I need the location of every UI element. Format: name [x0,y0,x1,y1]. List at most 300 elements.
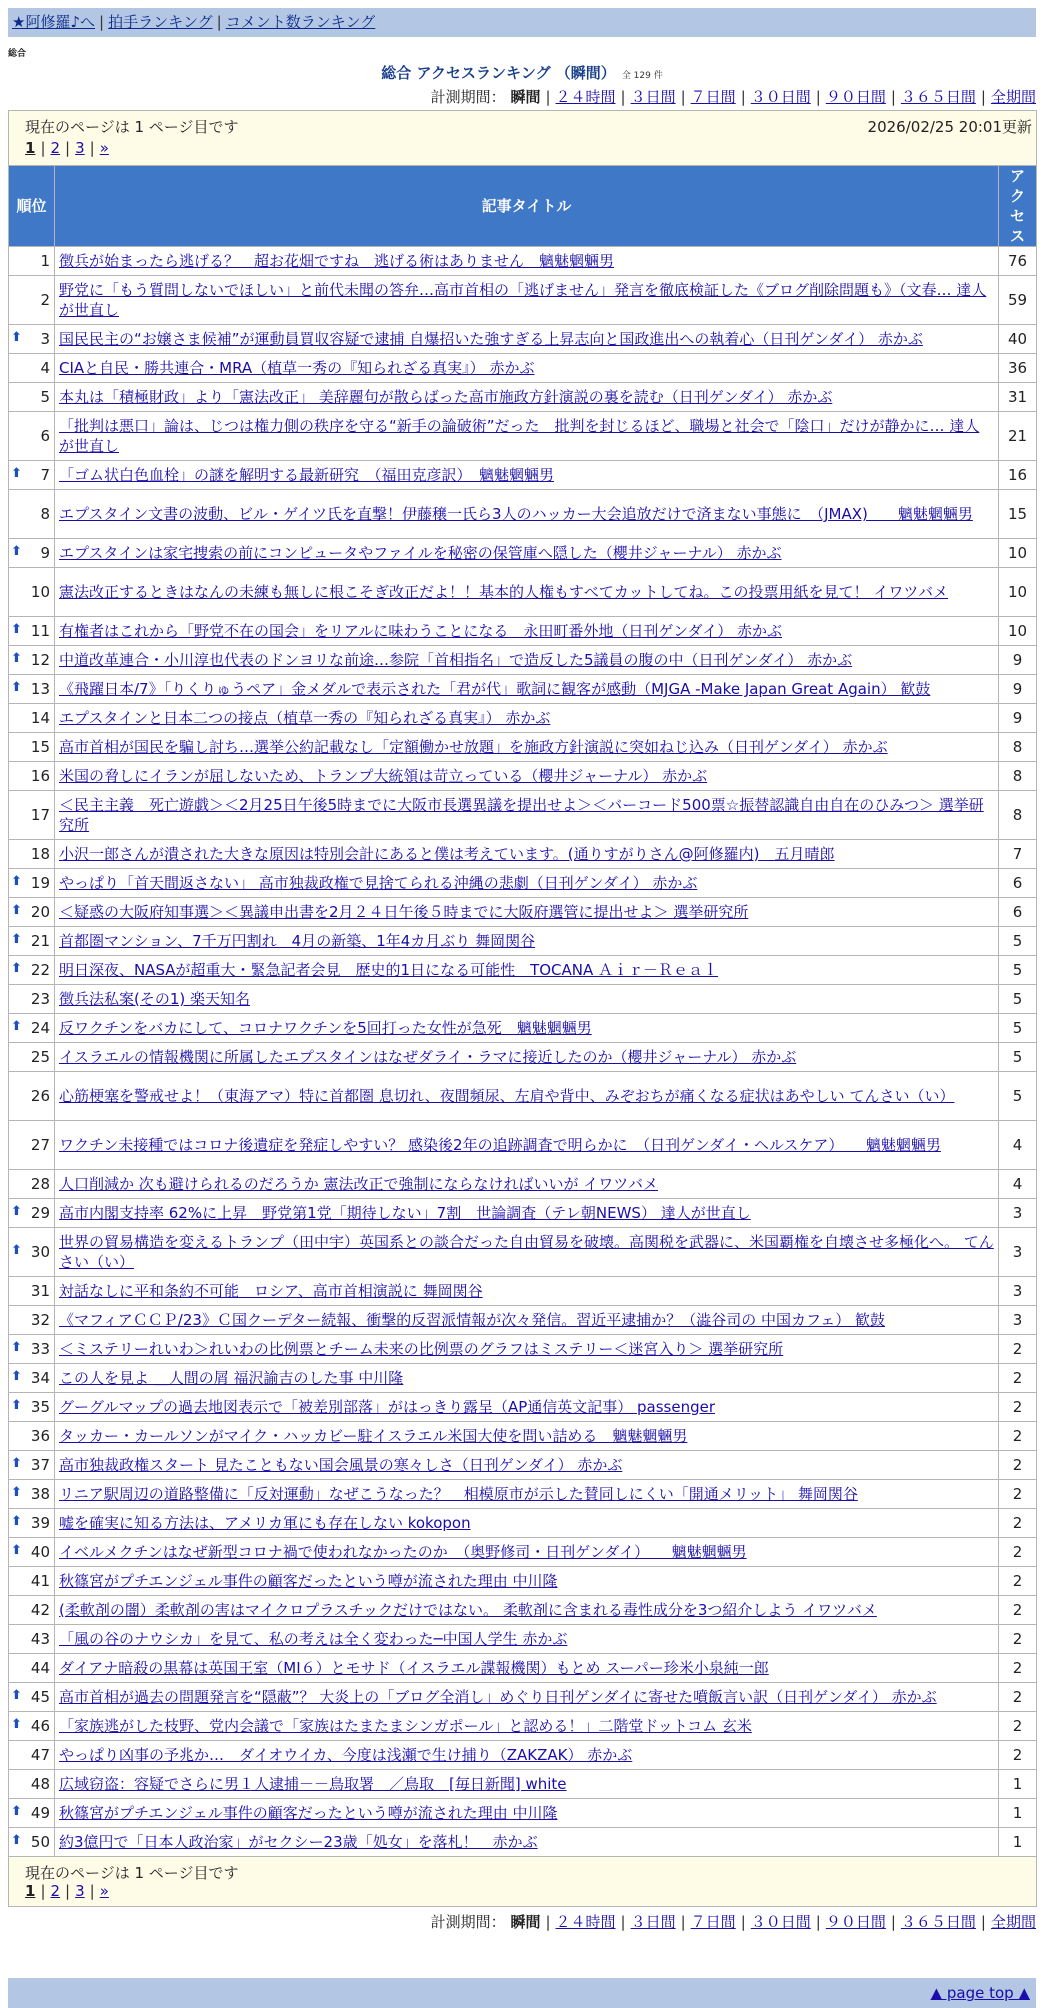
rank-up-arrow-icon: ⬆ [11,1833,22,1848]
rank-number: 27 [30,1136,50,1154]
table-row [9,1625,1037,1654]
title-cell [55,1480,999,1509]
rank-number: 24 [30,1019,50,1037]
page-info-box [9,111,1037,166]
article-link[interactable]: 「風の谷のナウシカ」を見て、私の考えは全く変わった─中国人学生 赤かぶ [59,1630,568,1648]
table-row [9,568,1037,617]
rank-cell [9,1228,55,1277]
rank-up-arrow-icon: ⬆ [11,874,22,889]
rank-number: 12 [30,651,50,669]
access-count: 5 [999,1072,1037,1121]
title-cell [55,1228,999,1277]
period-option[interactable]: 全期間 [990,88,1036,106]
article-link[interactable]: 「ゴム状白色血栓」の謎を解明する最新研究 （福田克彦訳） 魑魅魍魎男 [59,466,555,484]
rank-number: 13 [30,680,50,698]
rank-cell [9,1828,55,1857]
rank-number: 20 [30,903,50,921]
title-cell [55,762,999,791]
rank-cell [9,1072,55,1121]
access-count: 9 [999,675,1037,704]
table-row [9,762,1037,791]
rank-cell [9,927,55,956]
title-cell [55,1567,999,1596]
access-count: 1 [999,1828,1037,1857]
access-count: 16 [999,461,1037,490]
article-link[interactable]: 首都圏マンション、7千万円割れ 4月の新築、1年4カ月ぶり 舞岡関谷 [59,932,536,950]
article-link[interactable]: (柔軟剤の闇）柔軟剤の害はマイクロプラスチックだけではない。 柔軟剤に含まれる毒性成分を3つ紹介しよう イワツバメ [59,1601,877,1619]
article-link[interactable]: 高市首相が国民を騙し討ち…選挙公約記載なし「定額働かせ放題」を施政方針演説に突如ねじ込み（日刊ゲンダイ） 赤かぶ [59,738,888,756]
rank-number: 16 [30,767,50,785]
rank-up-arrow-icon: ⬆ [11,330,22,345]
table-row [9,247,1037,276]
rank-up-arrow-icon: ⬆ [11,1485,22,1500]
next-page-link[interactable]: » [99,139,109,157]
rank-number: 38 [30,1485,50,1503]
table-row [9,1043,1037,1072]
access-count: 6 [999,898,1037,927]
next-page-link[interactable]: » [99,1882,109,1900]
article-link[interactable]: ワクチン未接種ではコロナ後遺症を発症しやすい？ 感染後2年の追跡調査で明らかに （日刊ゲンダイ・ヘルスケア） 魑魅魍魎男 [59,1136,941,1154]
page-current: 1 [25,1882,36,1900]
period-selector-bottom: 計測期間： 瞬間 | ２４時間 | ３日間 | ７日間 | ３０日間 | ９０日間 | ３６５日間 | 全期間 [430,1913,1036,1931]
rank-number: 1 [40,252,50,270]
access-count: 2 [999,1596,1037,1625]
title-cell [55,1654,999,1683]
applause-ranking-link[interactable]: 拍手ランキング [108,13,213,31]
title-cell [55,354,999,383]
article-link[interactable]: 徴兵法私案(その1) 楽天知名 [59,990,251,1008]
table-row [9,985,1037,1014]
rank-cell [9,1451,55,1480]
period-option[interactable]: ３６５日間 [900,88,976,106]
table-row [9,383,1037,412]
title-cell [55,840,999,869]
title-cell [55,1121,999,1170]
title-cell [55,325,999,354]
title-cell [55,383,999,412]
page-link[interactable]: 3 [75,1882,85,1900]
rank-cell [9,791,55,840]
article-link[interactable]: 中道改革連合・小川淳也代表のドンヨリな前途…参院「首相指名」で造反した5議員の腹の中（日刊ゲンダイ） 赤かぶ [59,651,853,669]
title-cell [55,869,999,898]
table-row [9,1741,1037,1770]
rank-up-arrow-icon: ⬆ [11,544,22,559]
rank-number: 36 [30,1427,50,1445]
table-row [9,1828,1037,1857]
title-cell [55,539,999,568]
access-count: 2 [999,1683,1037,1712]
title-cell [55,704,999,733]
article-link[interactable]: エプスタイン文書の波動、ビル・ゲイツ氏を直撃！伊藤穣一氏ら3人のハッカー大会追放だけで済まない事態に （JMAX) 魑魅魍魎男 [59,505,973,523]
period-option[interactable]: ３０日間 [750,1913,811,1931]
table-row [9,276,1037,325]
article-link[interactable]: 憲法改正するときはなんの未練も無しに根こそぎ改正だよ！！基本的人権もすべてカットしてね。この投票用紙を見て！ イワツバメ [59,583,949,601]
article-link[interactable]: やっぱり凶事の予兆か… ダイオウイカ、今度は浅瀬で生け捕り（ZAKZAK） 赤かぶ [59,1746,633,1764]
access-count: 2 [999,1625,1037,1654]
rank-number: 14 [30,709,50,727]
rank-cell [9,1596,55,1625]
article-link[interactable]: 反ワクチンをバカにして、コロナワクチンを5回打った女性が急死 魑魅魍魎男 [59,1019,592,1037]
period-option[interactable]: 全期間 [990,1913,1036,1931]
table-row [9,412,1037,461]
table-row [9,927,1037,956]
ranking-rows [9,247,1037,1857]
article-link[interactable]: 約3億円で「日本人政治家」がセクシー23歳「処女」を落札！ 赤かぶ [59,1833,538,1851]
table-row [9,617,1037,646]
period-option[interactable]: ９０日間 [825,1913,886,1931]
article-link[interactable]: 《飛躍日本/7》「りくりゅうペア」金メダルで表示された「君が代」歌詞に観客が感動（MJGA -Make Japan Great Again） 歓鼓 [59,680,931,698]
title-cell [55,1014,999,1043]
rank-number: 6 [40,427,50,445]
period-option[interactable]: ３日間 [630,88,676,106]
rank-number: 26 [30,1087,50,1105]
pagination: 1 | 2 | 3 | » [25,139,109,157]
rank-number: 7 [40,466,50,484]
rank-number: 31 [30,1282,50,1300]
article-link[interactable]: ＜ミステリーれいわ＞れいわの比例票とチーム未来の比例票のグラフはミステリー＜迷宮入り＞ 選挙研究所 [59,1340,784,1358]
rank-cell [9,1121,55,1170]
article-link[interactable]: エプスタインは家宅捜索の前にコンピュータやファイルを秘密の保管庫へ隠した（櫻井ジャーナル） 赤かぶ [59,544,782,562]
period-option[interactable]: ７日間 [690,1913,736,1931]
current-page-text: 現在のページは 1 ページ目です [25,118,239,136]
article-link[interactable]: 「批判は悪口」論は、じつは権力側の秩序を守る“新手の論破術”だった 批判を封じるほど、職場と社会で「陰口」だけが静かに… 達人が世直し [59,417,980,455]
period-option[interactable]: ７日間 [690,88,736,106]
table-row [9,791,1037,840]
table-row [9,1277,1037,1306]
rank-cell [9,1480,55,1509]
rank-number: 33 [30,1340,50,1358]
article-link[interactable]: 高市内閣支持率 62%に上昇 野党第1党「期待しない」7割 世論調査（テレ朝NEWS） 達人が世直し [59,1204,751,1222]
rank-cell [9,1654,55,1683]
rank-up-arrow-icon: ⬆ [11,1804,22,1819]
title-cell [55,956,999,985]
rank-cell [9,1364,55,1393]
table-row [9,490,1037,539]
table-row [9,1480,1037,1509]
rank-cell [9,869,55,898]
bottom-bar [8,1978,1036,2008]
rank-cell [9,1306,55,1335]
table-row [9,1199,1037,1228]
table-row [9,1683,1037,1712]
article-link[interactable]: イスラエルの情報機関に所属したエプスタインはなぜダライ・ラマに接近したのか（櫻井ジャーナル） 赤かぶ [59,1048,797,1066]
access-count: 8 [999,762,1037,791]
access-count: 10 [999,539,1037,568]
pagination-bottom: 1 | 2 | 3 | » [25,1882,109,1900]
access-count: 1 [999,1770,1037,1799]
access-count: 2 [999,1451,1037,1480]
table-row [9,1422,1037,1451]
period-label: 計測期間： [430,88,506,106]
period-option[interactable]: ２４時間 [555,88,616,106]
table-row [9,733,1037,762]
title-cell [55,617,999,646]
rank-number: 45 [30,1688,50,1706]
rank-number: 8 [40,505,50,523]
table-row [9,1596,1037,1625]
page-link[interactable]: 2 [50,139,61,157]
rank-number: 41 [30,1572,50,1590]
page-info-box-bottom [9,1857,1037,1907]
current-page-text: 現在のページは 1 ページ目です [25,1864,239,1882]
access-count: 5 [999,956,1037,985]
rank-number: 15 [30,738,50,756]
article-link[interactable]: やっぱり「首天間返さない」 高市独裁政権で見捨てられる沖縄の悲劇（日刊ゲンダイ） 赤かぶ [59,874,698,892]
title-cell [55,1364,999,1393]
nav-separator: | [216,13,222,31]
table-row [9,1228,1037,1277]
title-cell [55,412,999,461]
article-link[interactable]: 国民民主の“お嬢さま候補”が運動員買収容疑で逮捕 自爆招いた強すぎる上昇志向と国政進出への執着心（日刊ゲンダイ） 赤かぶ [59,330,923,348]
title-cell [55,675,999,704]
page-top-link[interactable]: ▲ page top ▲ [930,1984,1030,2002]
title-cell [55,247,999,276]
rank-cell [9,762,55,791]
ranking-heading [0,62,1044,83]
table-row [9,1451,1037,1480]
table-row [9,1364,1037,1393]
rank-cell [9,1799,55,1828]
ranking-table-wrapper [8,110,1036,1932]
article-link[interactable]: 小沢一郎さんが潰された大きな原因は特別会計にあると僕は考えています。(通りすがりさん@阿修羅内) 五月晴郎 [59,845,835,863]
access-count: 2 [999,1538,1037,1567]
period-option[interactable]: ３日間 [630,1913,676,1931]
article-link[interactable]: タッカー・カールソンがマイク・ハッカビー駐イスラエル米国大使を問い詰める 魑魅魍魎男 [59,1427,688,1445]
rank-cell [9,1712,55,1741]
access-count: 2 [999,1712,1037,1741]
access-count: 59 [999,276,1037,325]
rank-up-arrow-icon: ⬆ [11,1243,22,1258]
period-current: 瞬間 [510,88,541,106]
article-link[interactable]: 米国の脅しにイランが屈しないため、トランプ大統領は苛立っている（櫻井ジャーナル） 赤かぶ [59,767,708,785]
table-row [9,539,1037,568]
access-count: 76 [999,247,1037,276]
article-link[interactable]: 秋篠宮がプチエンジェル事件の顧客だったという噂が流された理由 中川隆 [59,1572,558,1590]
title-cell [55,1072,999,1121]
article-link[interactable]: この人を見よ ＿人間の屑 福沢諭吉のした事 中川隆 [59,1369,404,1387]
rank-up-arrow-icon: ⬆ [11,903,22,918]
period-option[interactable]: ９０日間 [825,88,886,106]
home-link[interactable]: ★阿修羅♪へ [12,13,96,31]
rank-number: 17 [30,806,50,824]
title-cell [55,985,999,1014]
title-cell [55,1043,999,1072]
article-link[interactable]: 嘘を確実に知る方法は、アメリカ軍にも存在しない kokopon [59,1514,471,1532]
comment-ranking-link[interactable]: コメント数ランキング [225,13,376,31]
access-count: 21 [999,412,1037,461]
access-count: 9 [999,704,1037,733]
article-link[interactable]: ＜民主主義 死亡遊戯＞＜2月25日午後5時までに大阪市長選異議を提出せよ＞＜バーコード500票☆振替認識自由自在のひみつ＞ 選挙研究所 [59,796,984,834]
title-cell [55,1306,999,1335]
rank-cell [9,1277,55,1306]
updated-timestamp: 2026/02/25 20:01更新 [867,118,1032,136]
article-link[interactable]: 心筋梗塞を警戒せよ！（東海アマ）特に首都圏 息切れ、夜間頻尿、左肩や背中、みぞおちが痛くなる症状はあやしい てんさい（い） [59,1087,955,1105]
rank-number: 29 [30,1204,50,1222]
article-link[interactable]: 本丸は「積極財政」より「憲法改正」 美辞麗句が散らばった高市施政方針演説の裏を読む（日刊ゲンダイ） 赤かぶ [59,388,833,406]
top-nav-bar [8,8,1036,37]
article-link[interactable]: ＜疑惑の大阪府知事選＞＜異議申出書を2月２４日午後５時までに大阪府選管に提出せよ＞ 選挙研究所 [59,903,749,921]
access-count: 8 [999,791,1037,840]
table-row [9,1014,1037,1043]
rank-number: 19 [30,874,50,892]
table-row [9,325,1037,354]
period-label: 計測期間： [430,1913,506,1931]
rank-cell [9,412,55,461]
article-link[interactable]: CIAと自民・勝共連合・MRA（植草一秀の『知られざる真実』） 赤かぶ [59,359,535,377]
table-row [9,646,1037,675]
page-link[interactable]: 2 [50,1882,61,1900]
rank-number: 50 [30,1833,50,1851]
article-link[interactable]: 秋篠宮がプチエンジェル事件の顧客だったという噂が流された理由 中川隆 [59,1804,558,1822]
table-row [9,1654,1037,1683]
title-cell [55,1277,999,1306]
rank-cell [9,1199,55,1228]
title-cell [55,276,999,325]
rank-number: 23 [30,990,50,1008]
table-row [9,1335,1037,1364]
article-link[interactable]: グーグルマップの過去地図表示で「被差別部落」がはっきり露呈（AP通信英文記事） passenger [59,1398,716,1416]
rank-cell [9,247,55,276]
table-row [9,1712,1037,1741]
article-link[interactable]: 広域窃盗：容疑でさらに男１人逮捕－－鳥取署 ／鳥取 [毎日新聞] white [59,1775,567,1793]
article-link[interactable]: 野党に「もう質問しないでほしい」と前代未聞の答弁…高市首相の「逃げません」発言を徹底検証した《ブログ削除問題も》（文春… 達人が世直し [59,281,987,319]
rank-cell [9,1509,55,1538]
category-label: 総合 [8,49,27,59]
period-option[interactable]: ３６５日間 [900,1913,976,1931]
rank-number: 47 [30,1746,50,1764]
title-cell [55,1422,999,1451]
article-link[interactable]: 徴兵が始まったら逃げる？ 超お花畑ですね 逃げる術はありません 魑魅魍魎男 [59,252,615,270]
rank-number: 40 [30,1543,50,1561]
access-count: 5 [999,985,1037,1014]
table-row [9,1509,1037,1538]
rank-number: 30 [30,1243,50,1261]
title-cell [55,1393,999,1422]
access-count: 9 [999,646,1037,675]
article-link[interactable]: 明日深夜、NASAが超重大・緊急記者会見 歴史的1日になる可能性 TOCANA Ａｉｒ－Ｒｅａｌ [59,961,719,979]
rank-cell [9,985,55,1014]
rank-up-arrow-icon: ⬆ [11,1543,22,1558]
rank-number: 25 [30,1048,50,1066]
table-row [9,840,1037,869]
table-row [9,1306,1037,1335]
article-link[interactable]: エプスタインと日本二つの接点（植草一秀の『知られざる真実』） 赤かぶ [59,709,551,727]
title-cell [55,568,999,617]
rank-up-arrow-icon: ⬆ [11,961,22,976]
title-header: 記事タイトル [55,166,999,247]
page-link[interactable]: 3 [75,139,85,157]
article-link[interactable]: 人口削減か 次も避けられるのだろうか 憲法改正で強制にならなければいいが イワツバメ [59,1175,659,1193]
rank-cell [9,898,55,927]
title-cell [55,1335,999,1364]
rank-number: 48 [30,1775,50,1793]
rank-up-arrow-icon: ⬆ [11,622,22,637]
article-link[interactable]: 有権者はこれから「野党不在の国会」をリアルに味わうことになる 永田町番外地（日刊ゲンダイ） 赤かぶ [59,622,782,640]
rank-number: 3 [40,330,50,348]
rank-cell [9,1567,55,1596]
article-link[interactable]: 世界の貿易構造を変えるトランプ（田中宇）英国系との談合だった自由貿易を破壊。高関税を武器に、米国覇権を自壊させ多極化へ。 てんさい（い） [59,1233,994,1271]
access-count: 4 [999,1170,1037,1199]
table-row [9,461,1037,490]
access-count: 31 [999,383,1037,412]
rank-cell [9,1741,55,1770]
rank-up-arrow-icon: ⬆ [11,1369,22,1384]
article-link[interactable]: 対話なしに平和条約不可能 ロシア、高市首相演説に 舞岡関谷 [59,1282,483,1300]
rank-number: 5 [40,388,50,406]
rank-cell [9,646,55,675]
title-cell [55,1828,999,1857]
access-count: 5 [999,1043,1037,1072]
title-cell [55,733,999,762]
access-count: 2 [999,1422,1037,1451]
rank-number: 49 [30,1804,50,1822]
title-cell [55,1683,999,1712]
access-count: 8 [999,733,1037,762]
article-link[interactable]: 「家族逃がした枝野、党内会議で「家族はたまたまシンガポール」と認める！」二階堂ドットコム 玄米 [59,1717,752,1735]
access-count: 3 [999,1199,1037,1228]
access-count: 2 [999,1335,1037,1364]
article-link[interactable]: リニア駅周辺の道路整備に「反対運動」なぜこうなった？ 相模原市が示した賛同しにくい「開通メリット」 舞岡関谷 [59,1485,858,1503]
total-count: 全 129 件 [621,71,663,81]
rank-cell [9,1625,55,1654]
article-link[interactable]: 《マフィアＣＣＰ/23》Ｃ国クーデター続報、衝撃的反習派情報が次々発信。習近平逮捕か？（澁谷司の 中国カフェ） 歓鼓 [59,1311,885,1329]
article-link[interactable]: 高市独裁政権スタート 見たこともない国会風景の寒々しさ（日刊ゲンダイ） 赤かぶ [59,1456,623,1474]
title-cell [55,1625,999,1654]
rank-cell [9,325,55,354]
rank-number: 44 [30,1659,50,1677]
rank-cell [9,354,55,383]
title-cell [55,1741,999,1770]
rank-number: 28 [30,1175,50,1193]
title-cell [55,927,999,956]
access-count: 15 [999,490,1037,539]
period-option[interactable]: ２４時間 [555,1913,616,1931]
period-option[interactable]: ３０日間 [750,88,811,106]
rank-up-arrow-icon: ⬆ [11,1398,22,1413]
rank-cell [9,490,55,539]
period-selector-top: 計測期間： 瞬間 | ２４時間 | ３日間 | ７日間 | ３０日間 | ９０日間 | ３６５日間 | 全期間 [430,88,1036,106]
title-cell [55,490,999,539]
access-count: 10 [999,568,1037,617]
rank-cell [9,704,55,733]
rank-number: 10 [30,583,50,601]
rank-number: 43 [30,1630,50,1648]
rank-number: 9 [40,544,50,562]
access-count: 7 [999,840,1037,869]
table-row [9,869,1037,898]
rank-number: 35 [30,1398,50,1416]
rank-number: 11 [30,622,50,640]
rank-number: 32 [30,1311,50,1329]
rank-cell [9,1043,55,1072]
rank-cell [9,383,55,412]
access-header: アクセス [999,166,1037,247]
access-count: 2 [999,1364,1037,1393]
article-link[interactable]: 高市首相が過去の問題発言を“隠蔽”？ 大炎上の「ブログ全消し」めぐり日刊ゲンダイに寄せた噴飯言い訳（日刊ゲンダイ） 赤かぶ [59,1688,937,1706]
access-count: 3 [999,1277,1037,1306]
table-row [9,1538,1037,1567]
rank-cell [9,539,55,568]
article-link[interactable]: イベルメクチンはなぜ新型コロナ禍で使われなかったのか （奥野修司・日刊ゲンダイ） 魑魅魍魎男 [59,1543,747,1561]
rank-cell [9,675,55,704]
title-cell [55,646,999,675]
article-link[interactable]: ダイアナ暗殺の黒幕は英国王室（MI６）とモサド（イスラエル諜報機関）もとめ スーパー珍米小泉純一郎 [59,1659,769,1677]
rank-up-arrow-icon: ⬆ [11,1717,22,1732]
rank-number: 46 [30,1717,50,1735]
title-cell [55,1712,999,1741]
access-count: 2 [999,1741,1037,1770]
rank-number: 37 [30,1456,50,1474]
